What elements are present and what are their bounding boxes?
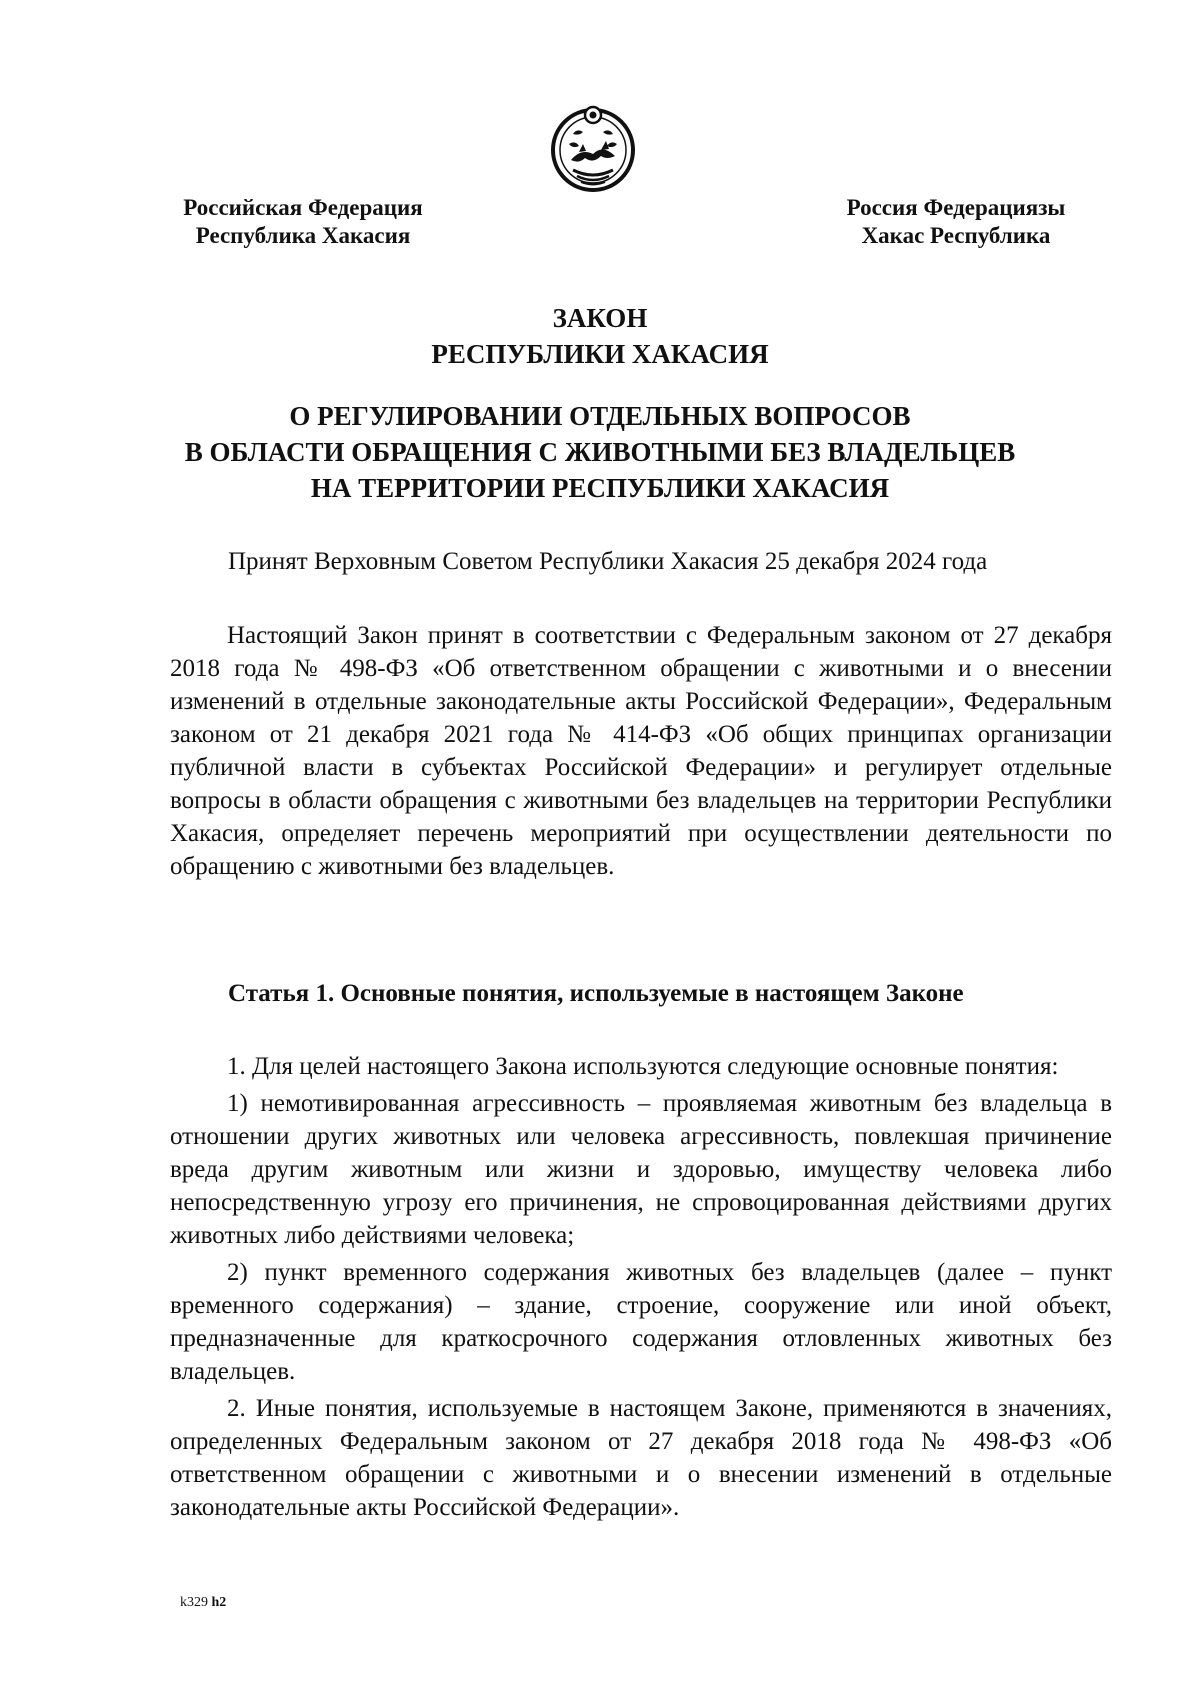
article-1-part-2: 2. Иные понятия, используемые в настоящем Законе, применяются в значениях, определенных Федеральным законом от 27 декабря 2018 года № 498-ФЗ «Об ответственном обращении с животными и о внесении изменений в отдельные законодательные акты Российской Федерации». xyxy=(170,1395,1112,1521)
preamble xyxy=(170,619,1112,883)
header-russian xyxy=(178,194,428,250)
article-1-part-1: 1. Для целей настоящего Закона используются следующие основные понятия: xyxy=(227,1053,1059,1080)
header-right-line1: Россия Федерациязы xyxy=(846,195,1066,220)
article-1-item-2: 2) пункт временного содержания животных без владельцев (далее – пункт временного содержания) – здание, строение, сооружение или иной объект, предназначенные для краткосрочного содержания отловленных животных без владельцев. xyxy=(170,1259,1112,1385)
law-title-line2: В ОБЛАСТИ ОБРАЩЕНИЯ С ЖИВОТНЫМИ БЕЗ ВЛАДЕЛЬЦЕВ xyxy=(184,437,1016,467)
article-1-item-1: 1) немотивированная агрессивность – проявляемая животным без владельца в отношении других животных или человека агрессивность, повлекшая причинение вреда другим животным или жизни и здоровью, имуществу человека либо непосредственную угрозу его причинения, не спровоцированная действиями других животных либо действиями человека; xyxy=(170,1090,1112,1249)
law-title-line3: НА ТЕРРИТОРИИ РЕСПУБЛИКИ ХАКАСИЯ xyxy=(310,473,890,503)
law-title xyxy=(0,398,1200,506)
law-title-line1: О РЕГУЛИРОВАНИИ ОТДЕЛЬНЫХ ВОПРОСОВ xyxy=(289,401,911,431)
header-left-line2: Республика Хакасия xyxy=(195,223,411,248)
law-heading xyxy=(0,300,1200,372)
header-left-line1: Российская Федерация xyxy=(183,195,423,220)
header-khakas xyxy=(836,194,1076,250)
document-code-suffix: h2 xyxy=(211,1595,227,1610)
document-code-main: k329 xyxy=(180,1595,208,1610)
article-1-body xyxy=(170,1050,1112,1528)
law-issuer: РЕСПУБЛИКИ ХАКАСИЯ xyxy=(431,339,769,369)
preamble-paragraph: Настоящий Закон принят в соответствии с Федеральным законом от 27 декабря 2018 года № 498-ФЗ «Об ответственном обращении с животными и о внесении изменений в отдельные законодательные акты Российской Федерации», Федеральным законом от 21 декабря 2021 года № 414-ФЗ «Об общих принципах организации публичной власти в субъектах Российской Федерации» и регулирует отдельные вопросы в области обращения с животными без владельцев на территории Республики Хакасия, определяет перечень мероприятий при осуществлении деятельности по обращению с животными без владельцев. xyxy=(170,622,1112,880)
header-right-line2: Хакас Республика xyxy=(861,223,1051,248)
article-1-title: Статья 1. Основные понятия, используемые в настоящем Законе xyxy=(228,980,964,1007)
adoption-line: Принят Верховным Советом Республики Хакасия 25 декабря 2024 года xyxy=(228,548,988,575)
law-kind: ЗАКОН xyxy=(552,303,648,333)
coat-of-arms-icon xyxy=(549,100,637,196)
document-code xyxy=(180,1594,226,1612)
